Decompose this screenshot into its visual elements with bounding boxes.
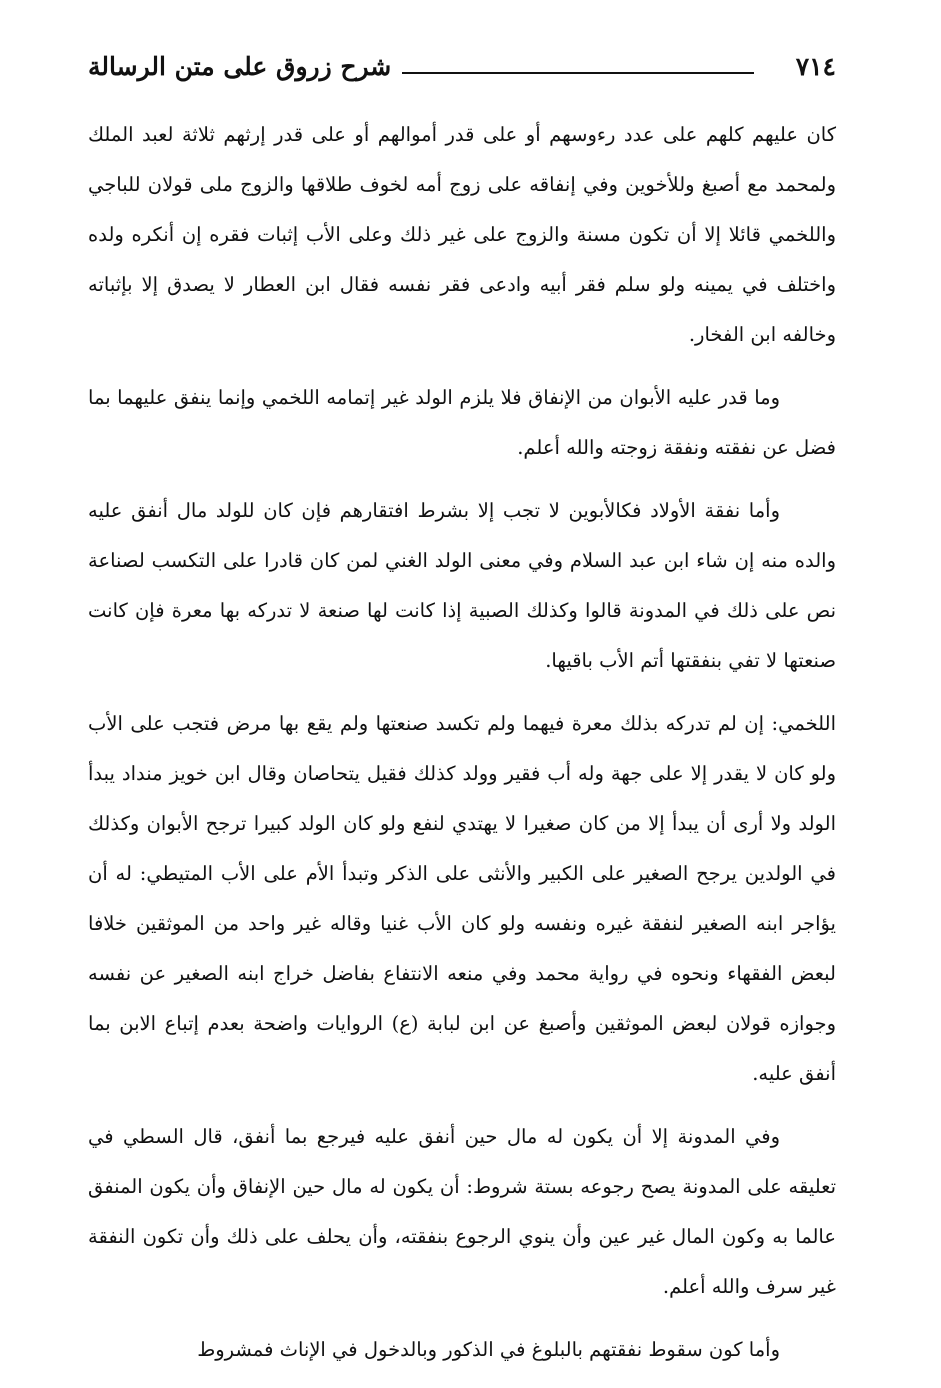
text-body [88,110,836,1388]
running-title: شرح زروق على متن الرسالة [88,52,392,81]
page-number: ٧١٤ [795,52,836,81]
paragraph-4: اللخمي: إن لم تدركه بذلك معرة فيهما ولم تكسد صنعتها ولم يقع بها مرض فتجب على الأب ولو كان لا يقدر إلا على جهة وله أب فقير وولد كذلك فقيل يتحاصان وقال ابن خويز منداد يبدأ الولد ولا أرى أن يبدأ إلا من كان صغيرا لا يهتدي لنفع ولو كان الولد كبيرا ترجح الأبوان وكذلك في الولدين يرجح الصغير على الكبير والأنثى على الذكر وتبدأ الأم على الأب المتيطي: له أن يؤاجر ابنه الصغير لنفقة غيره ونفسه ولو كان الأب غنيا وقاله غير واحد من الموثقين خلافا لبعض الفقهاء ونحوه في رواية محمد وفي منعه الانتفاع بفاضل خراج ابنه الصغير عن نفسه وجوازه قولان لبعض الموثقين وأصبغ عن ابن لبابة (ع) الروايات واضحة بعدم إتباع الابن بما أنفق عليه. [88,712,837,1085]
paragraph-2: وما قدر عليه الأبوان من الإنفاق فلا يلزم الولد غير إتمامه اللخمي وإنما ينفق عليهما بما فضل عن نفقته ونفقة زوجته والله أعلم. [88,386,836,459]
paragraph-3: وأما نفقة الأولاد فكالأبوين لا تجب إلا بشرط افتقارهم فإن كان للولد مال أنفق عليه والده منه إن شاء ابن عبد السلام وفي معنى الولد الغني لمن كان قادرا على التكسب لصناعة نص على ذلك في المدونة قالوا وكذلك الصبية إذا كانت لها صنعة لا تدركه بها معرة فإن كانت صنعتها لا تفي بنفقتها أتم الأب باقيها. [88,499,836,672]
paragraph-6: وأما كون سقوط نفقتهم بالبلوغ في الذكور وبالدخول في الإناث فمشروط [197,1338,780,1361]
header-divider [402,72,754,74]
paragraph-5: وفي المدونة إلا أن يكون له مال حين أنفق عليه فيرجع بما أنفق، قال السطي في تعليقه على المدونة يصح رجوعه بستة شروط: أن يكون له مال حين الإنفاق وأن يكون المنفق عالما به وكون المال غير عين وأن ينوي الرجوع بنفقته، وأن يحلف على ذلك وأن تكون النفقة غير سرف والله أعلم. [88,1125,836,1298]
page-header [88,46,836,96]
paragraph-1: كان عليهم كلهم على عدد رءوسهم أو على قدر أموالهم أو على قدر إرثهم ثلاثة لعبد الملك ولمحمد مع أصبغ وللأخوين وفي إنفاقه على زوج أمه لخوف طلاقها والزوج ملى قولان للباجي واللخمي قائلا إلا أن تكون مسنة والزوج على غير ذلك وعلى الأب إثبات فقره إن أنكره ولده واختلف في يمينه ولو سلم فقر أبيه وادعى فقر نفسه فقال ابن العطار لا يصدق إلا بإثباته وخالفه ابن الفخار. [88,123,836,346]
